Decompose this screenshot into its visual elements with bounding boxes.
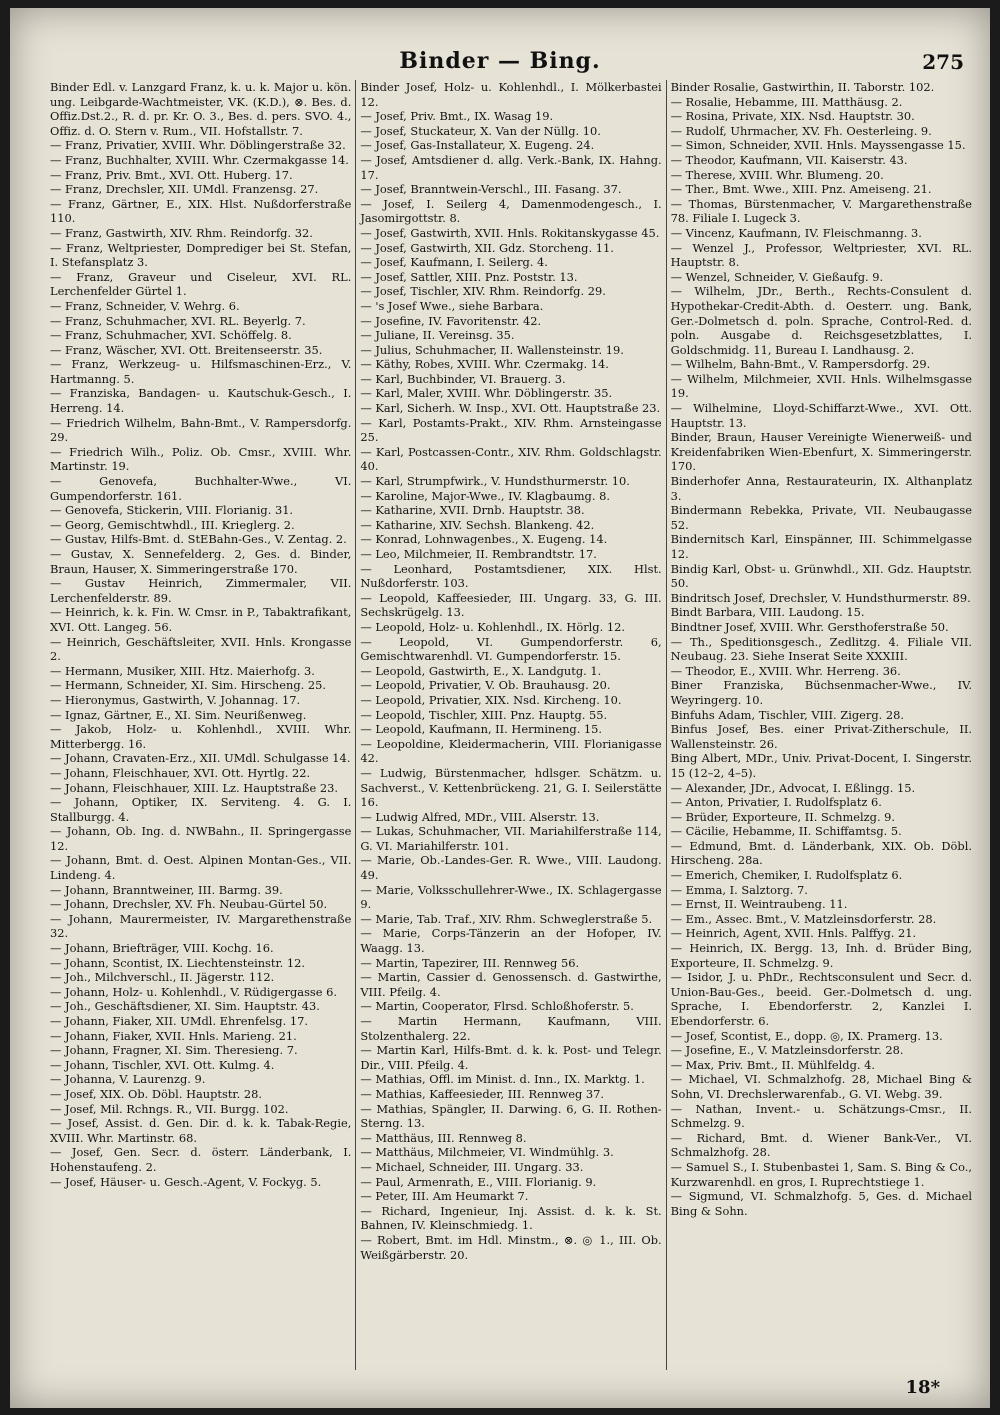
directory-entry: — Thomas, Bürstenmacher, V. Margarethenstraße 78. Filiale I. Lugeck 3. <box>670 196 972 226</box>
page-number: 275 <box>922 50 964 74</box>
directory-entry: — Josefine, E., V. Matzleinsdorferstr. 28. <box>670 1043 904 1058</box>
directory-entry: — Karl, Maler, XVIII. Whr. Döblingerstr. 35. <box>360 386 613 401</box>
directory-entry: — Katharine, XIV. Sechsh. Blankeng. 42. <box>360 517 595 532</box>
directory-entry: — Franz, Schuhmacher, XVI. RL. Beyerlg. 7. <box>50 313 306 328</box>
directory-entry: — Martin Karl, Hilfs-Bmt. d. k. k. Post- und Telegr. Dir., VIII. Pfeilg. 4. <box>360 1043 662 1072</box>
directory-entry: — Wilhelm, Milchmeier, XVII. Hnls. Wilhelmsgasse 19. <box>670 371 972 401</box>
directory-entry: — Wilhelm, JDr., Berth., Rechts-Consulent d. Hypothekar-Credit-Abth. d. Oesterr. ung. Bank, Ger.-Dolmetsch d. poln. Sprache, Control-Red. d. poln. Ausgabe d. Reichsgesetzblattes, I. Goldschmidg. 11, Bureau I. Landhausg. 2. <box>670 284 972 357</box>
directory-entry: — Franz, Graveur und Ciseleur, XVI. RL. Lerchenfelder Gürtel 1. <box>50 269 352 299</box>
directory-entry: — Johann, Fleischhauer, XVI. Ott. Hyrtlg. 22. <box>50 765 311 780</box>
directory-entry: — Johann, Fleischhauer, XIII. Lz. Hauptstraße 23. <box>50 780 338 795</box>
directory-entry: — Josef, I. Seilerg 4, Damenmodengesch., I. Jasomirgottstr. 8. <box>360 196 662 226</box>
directory-entry: — Genovefa, Buchhalter-Wwe., VI. Gumpendorferstr. 161. <box>50 474 352 503</box>
directory-entry: — Heinrich, k. k. Fin. W. Cmsr. in P., Tabaktrafikant, XVI. Ott. Langeg. 56. <box>50 605 352 634</box>
directory-entry: — Wilhelmine, Lloyd-Schiffarzt-Wwe., XVI. Ott. Hauptstr. 13. <box>670 401 972 430</box>
directory-entry: — Cäcilie, Hebamme, II. Schiffamtsg. 5. <box>670 824 902 839</box>
directory-entry: Biner Franziska, Büchsenmacher-Wwe., IV. Weyringerg. 10. <box>670 678 972 707</box>
directory-entry: Bindtner Josef, XVIII. Whr. Gersthoferstraße 50. <box>670 619 949 634</box>
directory-entry: — Gustav Heinrich, Zimmermaler, VII. Lerchenfelderstr. 89. <box>50 576 352 605</box>
directory-entry: — Alexander, JDr., Advocat, I. Eßlingg. 15. <box>670 780 916 795</box>
directory-entry: — Franz, Schuhmacher, XVI. Schöffelg. 8. <box>50 328 292 343</box>
directory-entry: Binderhofer Anna, Restaurateurin, IX. Althanplatz 3. <box>670 474 972 503</box>
directory-entry: — Josef, Kaufmann, I. Seilerg. 4. <box>360 255 548 270</box>
directory-entry: Binder, Braun, Hauser Vereinigte Wienerweiß- und Kreidenfabriken Wien-Ebenfurt, X. Simmeringerstr. 170. <box>670 430 972 474</box>
directory-entry: — Josef, Amtsdiener d. allg. Verk.-Bank, IX. Hahng. 17. <box>360 152 662 182</box>
directory-entry: — Vincenz, Kaufmann, IV. Fleischmanng. 3. <box>670 225 922 240</box>
directory-entry: — Johann, Briefträger, VIII. Kochg. 16. <box>50 941 274 956</box>
directory-entry: — Leopold, Kaufmann, II. Hermineng. 15. <box>360 722 603 737</box>
directory-entry: — Brüder, Exporteure, II. Schmelzg. 9. <box>670 809 896 824</box>
directory-entry: — Rosalie, Hebamme, III. Matthäusg. 2. <box>670 94 903 109</box>
directory-entry: — Ernst, II. Weintraubeng. 11. <box>670 897 848 912</box>
directory-entry: — Franz, Gastwirth, XIV. Rhm. Reindorfg. 32. <box>50 225 313 240</box>
directory-entry: — Matthäus, Milchmeier, VI. Windmühlg. 3. <box>360 1145 614 1160</box>
directory-entry: — Jakob, Holz- u. Kohlenhdl., XVIII. Whr. Mitterbergg. 16. <box>50 722 352 751</box>
directory-entry: — Franz, Schneider, V. Wehrg. 6. <box>50 298 240 313</box>
directory-entry: — Peter, III. Am Heumarkt 7. <box>360 1189 529 1204</box>
directory-entry: — Max, Priv. Bmt., II. Mühlfeldg. 4. <box>670 1057 875 1072</box>
directory-entry: — Josef, Häuser- u. Gesch.-Agent, V. Fockyg. 5. <box>50 1174 322 1189</box>
directory-entry: — Karl, Strumpfwirk., V. Hundsthurmerstr. 10. <box>360 474 630 489</box>
directory-entry: — Franz, Werkzeug- u. Hilfsmaschinen-Erz., V. Hartmanng. 5. <box>50 357 352 386</box>
directory-entry: — Wilhelm, Bahn-Bmt., V. Rampersdorfg. 29. <box>670 357 931 372</box>
directory-entry: — Nathan, Invent.- u. Schätzungs-Cmsr., II. Schmelzg. 9. <box>670 1101 972 1131</box>
column-3 <box>666 80 976 1370</box>
directory-entry: Bindritsch Josef, Drechsler, V. Hundsthurmerstr. 89. <box>670 590 971 605</box>
directory-entry: Bindt Barbara, VIII. Laudong. 15. <box>670 605 865 620</box>
directory-entry: Bindig Karl, Obst- u. Grünwhdl., XII. Gdz. Hauptstr. 50. <box>670 561 972 591</box>
directory-entry: — Genovefa, Stickerin, VIII. Florianig. 31. <box>50 503 294 518</box>
directory-entry: — Paul, Armenrath, E., VIII. Florianig. 9. <box>360 1174 597 1189</box>
directory-entry: — Theodor, Kaufmann, VII. Kaiserstr. 43. <box>670 152 908 167</box>
directory-entry: — Edmund, Bmt. d. Länderbank, XIX. Ob. Döbl. Hirscheng. 28a. <box>670 838 972 868</box>
directory-entry: — 's Josef Wwe., siehe Barbara. <box>360 298 544 313</box>
directory-entry: — Friedrich Wilh., Poliz. Ob. Cmsr., XVIII. Whr. Martinstr. 19. <box>50 444 352 474</box>
directory-entry: — Konrad, Lohnwagenbes., X. Eugeng. 14. <box>360 532 608 547</box>
directory-entry: — Leopold, Holz- u. Kohlenhdl., IX. Hörlg. 12. <box>360 619 625 634</box>
directory-entry: — Franz, Wäscher, XVI. Ott. Breitenseerstr. 35. <box>50 342 323 357</box>
directory-entry: — Franz, Priv. Bmt., XVI. Ott. Huberg. 17. <box>50 167 293 182</box>
directory-entry: — Matthäus, III. Rennweg 8. <box>360 1130 527 1145</box>
directory-entry: — Leopold, Kaffeesieder, III. Ungarg. 33, G. III. Sechskrügelg. 13. <box>360 590 662 620</box>
directory-entry: — Ther., Bmt. Wwe., XIII. Pnz. Ameiseng. 21. <box>670 182 932 197</box>
directory-entry: — Franziska, Bandagen- u. Kautschuk-Gesch., I. Herreng. 14. <box>50 386 352 416</box>
directory-entry: — Georg, Gemischtwhdl., III. Krieglerg. 2. <box>50 517 295 532</box>
directory-entry: — Hermann, Schneider, XI. Sim. Hirscheng. 25. <box>50 678 326 693</box>
directory-entry: — Martin, Cooperator, Flrsd. Schloßhoferstr. 5. <box>360 999 634 1014</box>
directory-entry: — Joh., Geschäftsdiener, XI. Sim. Hauptstr. 43. <box>50 999 320 1014</box>
directory-entry: — Joh., Milchverschl., II. Jägerstr. 112. <box>50 970 275 985</box>
directory-entry: — Robert, Bmt. im Hdl. Minstm., ⊗. ◎ 1., III. Ob. Weißgärberstr. 20. <box>360 1232 662 1262</box>
directory-entry: — Johann, Holz- u. Kohlenhdl., V. Rüdigergasse 6. <box>50 984 338 999</box>
directory-entry: — Emma, I. Salztorg. 7. <box>670 882 808 897</box>
signature-mark: 18* <box>905 1377 940 1398</box>
directory-entry: — Josef, XIX. Ob. Döbl. Hauptstr. 28. <box>50 1086 262 1101</box>
directory-entry: — Michael, Schneider, III. Ungarg. 33. <box>360 1159 584 1174</box>
directory-entry: — Johann, Optiker, IX. Serviteng. 4. G. I. Stallburgg. 4. <box>50 795 352 824</box>
directory-entry: — Leopold, VI. Gumpendorferstr. 6, Gemischtwarenhdl. VI. Gumpendorferstr. 15. <box>360 634 662 664</box>
directory-entry: — Martin, Cassier d. Genossensch. d. Gastwirthe, VIII. Pfeilg. 4. <box>360 970 662 999</box>
directory-entry: — Johann, Drechsler, XV. Fh. Neubau-Gürtel 50. <box>50 897 328 912</box>
directory-entry: — Martin, Tapezirer, III. Rennweg 56. <box>360 955 580 970</box>
directory-entry: — Johann, Ob. Ing. d. NWBahn., II. Springergasse 12. <box>50 824 352 853</box>
directory-entry: — Johann, Scontist, IX. Liechtensteinstr. 12. <box>50 955 306 970</box>
directory-entry: — Josef, Priv. Bmt., IX. Wasag 19. <box>360 109 554 124</box>
directory-entry: — Josefine, IV. Favoritenstr. 42. <box>360 313 542 328</box>
directory-entry: — Simon, Schneider, XVII. Hnls. Mayssengasse 15. <box>670 138 966 153</box>
directory-entry: — Ignaz, Gärtner, E., XI. Sim. Neurißenweg. <box>50 707 307 722</box>
directory-entry: — Karoline, Major-Wwe., IV. Klagbaumg. 8. <box>360 488 610 503</box>
directory-entry: — Leo, Milchmeier, II. Rembrandtstr. 17. <box>360 547 597 561</box>
directory-entry: — Samuel S., I. Stubenbastei 1, Sam. S. Bing & Co., Kurzwarenhdl. en gros, I. Ruprechtstiege 1. <box>670 1159 972 1189</box>
directory-entry: — Marie, Ob.-Landes-Ger. R. Wwe., VIII. Laudong. 49. <box>360 853 662 883</box>
directory-entry: — Johann, Fragner, XI. Sim. Theresieng. 7. <box>50 1043 298 1058</box>
directory-entry: — Gustav, X. Sennefelderg. 2, Ges. d. Binder, Braun, Hauser, X. Simmeringerstraße 170. <box>50 547 352 576</box>
directory-entry: — Franz, Buchhalter, XVIII. Whr. Czermakgasse 14. <box>50 152 349 167</box>
directory-entry: — Wenzel, Schneider, V. Gießaufg. 9. <box>670 269 884 284</box>
directory-entry: — Sigmund, VI. Schmalzhofg. 5, Ges. d. Michael Bing & Sohn. <box>670 1189 972 1218</box>
directory-entry: Bindernitsch Karl, Einspänner, III. Schimmelgasse 12. <box>670 532 972 561</box>
directory-entry: — Karl, Buchbinder, VI. Brauerg. 3. <box>360 371 566 386</box>
directory-entry: — Josef, Assist. d. Gen. Dir. d. k. k. Tabak-Regie, XVIII. Whr. Martinstr. 68. <box>50 1116 352 1145</box>
directory-entry: — Johann, Cravaten-Erz., XII. UMdl. Schulgasse 14. <box>50 751 351 766</box>
directory-entry: — Josef, Scontist, E., dopp. ◎, IX. Pramerg. 13. <box>670 1028 943 1043</box>
directory-entry: — Martin Hermann, Kaufmann, VIII. Stolzenthalerg. 22. <box>360 1014 662 1043</box>
directory-page <box>10 8 990 1408</box>
directory-entry: — Friedrich Wilhelm, Bahn-Bmt., V. Rampersdorfg. 29. <box>50 415 352 445</box>
directory-entry: — Josef, Branntwein-Verschl., III. Fasang. 37. <box>360 182 622 197</box>
directory-entry: — Lukas, Schuhmacher, VII. Mariahilferstraße 114, G. VI. Mariahilferstr. 101. <box>360 824 662 853</box>
directory-entry: Binder Rosalie, Gastwirthin, II. Taborstr. 102. <box>670 80 935 94</box>
directory-entry: — Johann, Fiaker, XVII. Hnls. Marieng. 21. <box>50 1028 297 1043</box>
directory-entry: — Leopold, Tischler, XIII. Pnz. Hauptg. 55. <box>360 707 608 722</box>
directory-entry: Binfuhs Adam, Tischler, VIII. Zigerg. 28. <box>670 707 904 722</box>
directory-entry: — Josef, Stuckateur, X. Van der Nüllg. 10. <box>360 123 601 138</box>
directory-entry: — Katharine, XVII. Drnb. Hauptstr. 38. <box>360 503 585 518</box>
directory-entry: — Franz, Drechsler, XII. UMdl. Franzensg. 27. <box>50 182 319 197</box>
directory-entry: Bindermann Rebekka, Private, VII. Neubaugasse 52. <box>670 503 972 532</box>
directory-entry: — Johann, Bmt. d. Oest. Alpinen Montan-Ges., VII. Lindeng. 4. <box>50 853 352 883</box>
directory-entry: — Johann, Maurermeister, IV. Margarethenstraße 32. <box>50 911 352 941</box>
directory-entry: — Therese, XVIII. Whr. Blumeng. 20. <box>670 167 884 182</box>
running-head: Binder — Bing. <box>399 48 601 74</box>
directory-entry: — Josef, Gastwirth, XII. Gdz. Storcheng. 11. <box>360 240 614 255</box>
directory-entry: Binder Edl. v. Lanzgard Franz, k. u. k. Major u. kön. ung. Leibgarde-Wachtmeister, VK. (K.D.), ⊗. Bes. d. Offiz.Dst.2., R. d. pr. Kr. O. 3., Bes. d. pers. SVO. 4., Offiz. d. O. Stern v. Rum., VII. Hofstallstr. 7. <box>50 80 352 138</box>
directory-entry: Binder Josef, Holz- u. Kohlenhdl., I. Mölkerbastei 12. <box>360 80 662 109</box>
directory-entry: — Heinrich, Geschäftsleiter, XVII. Hnls. Krongasse 2. <box>50 634 352 664</box>
directory-entry: — Mathias, Kaffeesieder, III. Rennweg 37. <box>360 1086 605 1101</box>
directory-entry: — Michael, VI. Schmalzhofg. 28, Michael Bing & Sohn, VI. Drechslerwarenfab., G. VI. Webg. 39. <box>670 1072 972 1101</box>
directory-entry: — Karl, Postamts-Prakt., XIV. Rhm. Arnsteingasse 25. <box>360 415 662 445</box>
directory-entry: Binfus Josef, Bes. einer Privat-Zitherschule, II. Wallensteinstr. 26. <box>670 722 972 751</box>
directory-entry: — Käthy, Robes, XVIII. Whr. Czermakg. 14. <box>360 357 609 372</box>
directory-entry: — Josef, Tischler, XIV. Rhm. Reindorfg. 29. <box>360 284 606 299</box>
directory-entry: — Mathias, Offl. im Minist. d. Inn., IX. Marktg. 1. <box>360 1072 645 1087</box>
directory-entry: — Leopold, Privatier, V. Ob. Brauhausg. 20. <box>360 678 611 693</box>
directory-entry: — Hieronymus, Gastwirth, V. Johannag. 17. <box>50 692 301 707</box>
directory-entry: — Theodor, E., XVIII. Whr. Herreng. 36. <box>670 663 901 678</box>
directory-entry: — Josef, Gen. Secr. d. österr. Länderbank, I. Hohenstaufeng. 2. <box>50 1145 352 1174</box>
directory-entry: — Josef, Mil. Rchngs. R., VII. Burgg. 102. <box>50 1101 289 1116</box>
directory-entry: — Rudolf, Uhrmacher, XV. Fh. Oesterleing. 9. <box>670 123 932 138</box>
directory-entry: — Isidor, J. u. PhDr., Rechtsconsulent und Secr. d. Union-Bau-Ges., beeid. Ger.-Dolmetsch d. ung. Sprache, I. Ebendorferstr. 2, Kanzlei I. Ebendorferstr. 6. <box>670 970 972 1028</box>
directory-entry: — Johann, Fiaker, XII. UMdl. Ehrenfelsg. 17. <box>50 1014 308 1028</box>
directory-entry: — Leopold, Gastwirth, E., X. Landgutg. 1. <box>360 663 602 678</box>
directory-entry: — Leonhard, Postamtsdiener, XIX. Hlst. Nußdorferstr. 103. <box>360 561 662 591</box>
directory-entry: — Hermann, Musiker, XIII. Htz. Maierhofg. 3. <box>50 663 315 678</box>
directory-entry: — Julius, Schuhmacher, II. Wallensteinstr. 19. <box>360 342 624 357</box>
directory-entry: — Karl, Postcassen-Contr., XIV. Rhm. Goldschlagstr. 40. <box>360 444 662 474</box>
directory-entry: — Josef, Gas-Installateur, X. Eugeng. 24. <box>360 138 595 153</box>
directory-entry: — Ludwig Alfred, MDr., VIII. Alserstr. 13. <box>360 809 600 824</box>
column-2 <box>355 80 665 1370</box>
directory-entry: — Josef, Gastwirth, XVII. Hnls. Rokitanskygasse 45. <box>360 225 660 240</box>
directory-entry: — Marie, Corps-Tänzerin an der Hofoper, IV. Waagg. 13. <box>360 926 662 956</box>
directory-entry: — Marie, Volksschullehrer-Wwe., IX. Schlagergasse 9. <box>360 882 662 912</box>
directory-entry: — Emerich, Chemiker, I. Rudolfsplatz 6. <box>670 868 903 883</box>
directory-entry: — Franz, Gärtner, E., XIX. Hlst. Nußdorferstraße 110. <box>50 196 352 226</box>
directory-entry: — Leopoldine, Kleidermacherin, VIII. Florianigasse 42. <box>360 736 662 766</box>
entry-columns <box>46 80 976 1370</box>
directory-entry: — Heinrich, IX. Bergg. 13, Inh. d. Brüder Bing, Exporteure, II. Schmelzg. 9. <box>670 941 972 970</box>
directory-entry: — Rosina, Private, XIX. Nsd. Hauptstr. 30. <box>670 109 915 124</box>
directory-entry: — Wenzel J., Professor, Weltpriester, XVI. RL. Hauptstr. 8. <box>670 240 972 270</box>
directory-entry: — Franz, Weltpriester, Domprediger bei St. Stefan, I. Stefansplatz 3. <box>50 240 352 270</box>
directory-entry: — Johanna, V. Laurenzg. 9. <box>50 1072 206 1087</box>
directory-entry: — Marie, Tab. Traf., XIV. Rhm. Schweglerstraße 5. <box>360 911 653 926</box>
directory-entry: — Juliane, II. Vereinsg. 35. <box>360 328 515 343</box>
directory-entry: — Richard, Ingenieur, Inj. Assist. d. k. k. St. Bahnen, IV. Kleinschmiedg. 1. <box>360 1203 662 1233</box>
directory-entry: — Ludwig, Bürstenmacher, hdlsger. Schätzm. u. Sachverst., V. Kettenbrückeng. 21, G. I. Seilerstätte 16. <box>360 765 662 810</box>
directory-entry: — Karl, Sicherh. W. Insp., XVI. Ott. Hauptstraße 23. <box>360 401 661 416</box>
directory-entry: — Johann, Tischler, XVI. Ott. Kulmg. 4. <box>50 1057 275 1072</box>
directory-entry: — Josef, Sattler, XIII. Pnz. Poststr. 13. <box>360 269 578 284</box>
directory-entry: — Franz, Privatier, XVIII. Whr. Döblingerstraße 32. <box>50 138 346 153</box>
directory-entry: — Gustav, Hilfs-Bmt. d. StEBahn-Ges., V. Zentag. 2. <box>50 532 347 547</box>
directory-entry: — Heinrich, Agent, XVII. Hnls. Palffyg. 21. <box>670 926 917 941</box>
directory-entry: — Johann, Branntweiner, III. Barmg. 39. <box>50 882 283 897</box>
directory-entry: — Mathias, Spängler, II. Darwing. 6, G. II. Rothen-Sterng. 13. <box>360 1101 662 1131</box>
column-1 <box>46 80 355 1370</box>
directory-entry: — Leopold, Privatier, XIX. Nsd. Kircheng. 10. <box>360 692 622 707</box>
directory-entry: — Anton, Privatier, I. Rudolfsplatz 6. <box>670 795 882 810</box>
directory-entry: — Em., Assec. Bmt., V. Matzleinsdorferstr. 28. <box>670 911 937 926</box>
directory-entry: — Th., Speditionsgesch., Zedlitzg. 4. Filiale VII. Neubaug. 23. Siehe Inserat Seite XXXIII. <box>670 634 972 664</box>
directory-entry: — Richard, Bmt. d. Wiener Bank-Ver., VI. Schmalzhofg. 28. <box>670 1130 972 1160</box>
directory-entry: Bing Albert, MDr., Univ. Privat-Docent, I. Singerstr. 15 (12–2, 4–5). <box>670 751 972 780</box>
page-header <box>10 48 990 74</box>
